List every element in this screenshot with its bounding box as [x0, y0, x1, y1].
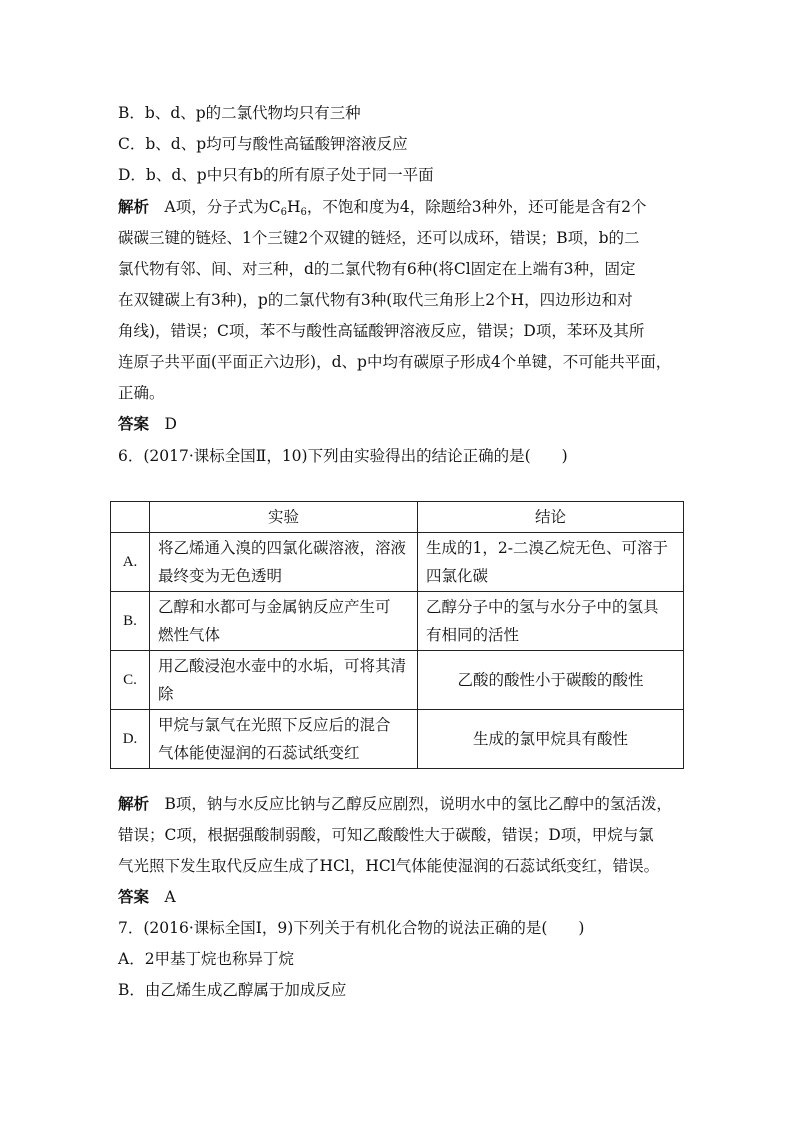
answer-6-line: [118, 887, 176, 907]
row-label: A.: [111, 533, 150, 592]
table-row: [111, 710, 684, 769]
question-7: 7．(2016·课标全国Ⅰ，9)下列关于有机化合物的说法正确的是( ): [118, 919, 585, 937]
table-row: [111, 533, 684, 592]
analysis-5-line-3: 氯代物有邻、间、对三种，d的二氯代物有6种(将Cl固定在上端有3种，固定: [118, 260, 636, 278]
analysis-6-line-1: 解析 B项，钠与水反应比钠与乙醇反应剧烈，说明水中的氢比乙醇中的氢活泼，: [118, 794, 672, 813]
answer-5-line: [118, 414, 177, 434]
analysis-5-line-2: 碳碳三键的链烃、1个三键2个双键的链烃，还可以成环，错误；B项，b的二: [118, 229, 640, 247]
option-d-line: D．b、d、p中只有b的所有原子处于同一平面: [118, 166, 434, 184]
option-b-line: B．b、d、p的二氯代物均只有三种: [118, 104, 361, 122]
analysis-6-line-3: 气光照下发生取代反应生成了HCl，HCl气体能使湿润的石蕊试纸变红，错误。: [118, 857, 660, 875]
answer-value: A: [149, 888, 176, 906]
question-7-option-a: A．2甲基丁烷也称异丁烷: [118, 950, 295, 968]
question-7-option-b: B．由乙烯生成乙醇属于加成反应: [118, 981, 347, 999]
table-row: [111, 592, 684, 651]
row-label: D.: [111, 710, 150, 769]
answer-value: D: [149, 415, 177, 433]
conclusion-cell: 乙酸的酸性小于碳酸的酸性: [418, 651, 684, 710]
analysis-5-line-4: 在双键碳上有3种)，p的二氯代物有3种(取代三角形上2个H，四边形边和对: [118, 291, 633, 309]
conclusion-cell: 生成的1，2-二溴乙烷无色、可溶于 四氯化碳: [418, 533, 684, 592]
analysis-label: 解析: [118, 794, 150, 813]
analysis-6-line-2: 错误；C项，根据强酸制弱酸，可知乙酸酸性大于碳酸，错误；D项，甲烷与氯: [118, 826, 654, 844]
analysis-5-line-6: 连原子共平面(平面正六边形)，d、p中均有碳原子形成4个单键，不可能共平面，: [118, 353, 672, 371]
question-6: 6．(2017·课标全国Ⅱ，10)下列由实验得出的结论正确的是( ): [118, 447, 568, 465]
analysis-label: 解析: [118, 197, 150, 216]
option-c-line: C．b、d、p均可与酸性高锰酸钾溶液反应: [118, 135, 408, 153]
conclusion-cell: 生成的氯甲烷具有酸性: [418, 710, 684, 769]
experiment-table: [110, 501, 684, 769]
analysis-5-line-7: 正确。: [118, 384, 165, 402]
table-header-cell: 结论: [418, 502, 684, 533]
table-row: [111, 651, 684, 710]
answer-label: 答案: [118, 414, 150, 433]
experiment-cell: 乙醇和水都可与金属钠反应产生可 燃性气体: [150, 592, 418, 651]
answer-label: 答案: [118, 887, 150, 906]
row-label: B.: [111, 592, 150, 651]
table-header-row: [111, 502, 684, 533]
experiment-cell: 将乙烯通入溴的四氯化碳溶液，溶液 最终变为无色透明: [150, 533, 418, 592]
analysis-5-line-5: 角线)，错误；C项，苯不与酸性高锰酸钾溶液反应，错误；D项，苯环及其所: [118, 322, 645, 340]
row-label: C.: [111, 651, 150, 710]
table-header-cell: 实验: [150, 502, 418, 533]
table-header-cell: [111, 502, 150, 533]
experiment-cell: 用乙酸浸泡水壶中的水垢，可将其清 除: [150, 651, 418, 710]
experiment-cell: 甲烷与氯气在光照下反应后的混合 气体能使湿润的石蕊试纸变红: [150, 710, 418, 769]
conclusion-cell: 乙醇分子中的氢与水分子中的氢具 有相同的活性: [418, 592, 684, 651]
analysis-5-line-1: 解析 A项，分子式为$C_6H_6$，不饱和度为4，除题给3种外，还可能是含有2个: [118, 197, 647, 218]
